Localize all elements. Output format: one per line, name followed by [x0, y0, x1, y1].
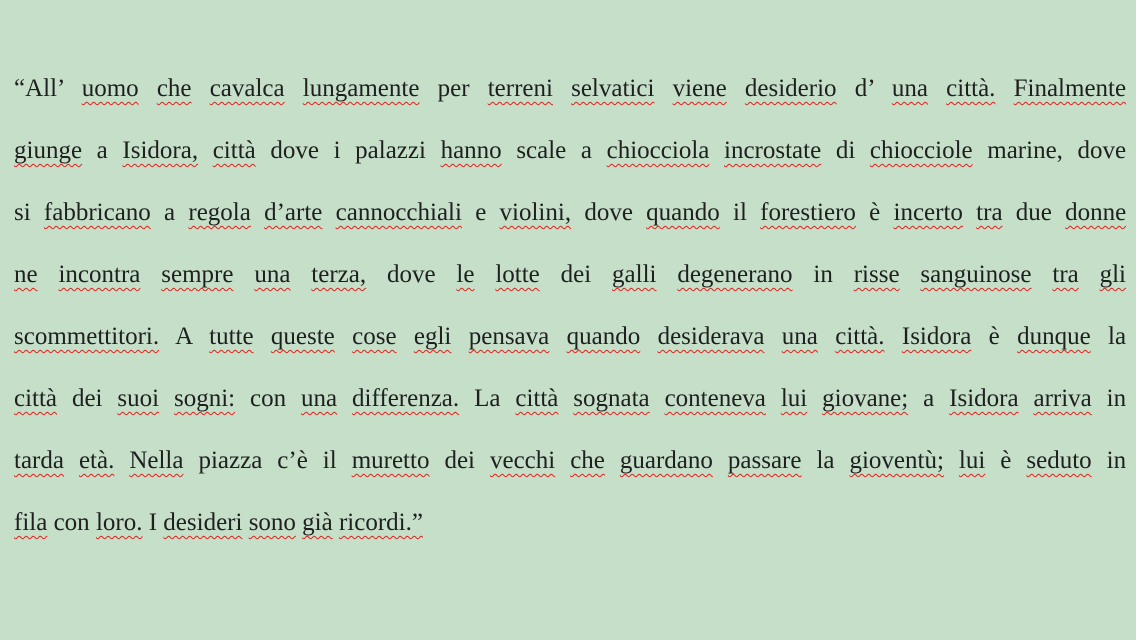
spellcheck-flagged-word: Isidora [901, 323, 972, 350]
word: e [475, 199, 487, 226]
word: due [1015, 199, 1052, 226]
spellcheck-flagged-word: chiocciola [606, 137, 710, 164]
spellcheck-flagged-word: fabbricano [43, 199, 151, 226]
spellcheck-flagged-word: quando [646, 199, 720, 226]
spellcheck-flagged-word: arriva [1033, 385, 1092, 412]
word: I [148, 509, 158, 536]
spellcheck-flagged-word: d’arte [264, 199, 323, 226]
word: la [816, 447, 835, 474]
word: a [96, 137, 108, 164]
word: è [988, 323, 1000, 350]
spellcheck-flagged-word: muretto [351, 447, 430, 474]
spellcheck-flagged-word: città [515, 385, 559, 412]
spellcheck-flagged-word: una [781, 323, 818, 350]
spellcheck-flagged-word: giunge [14, 137, 83, 164]
text-line [14, 368, 1126, 430]
spellcheck-flagged-word: terreni [487, 75, 553, 102]
spellcheck-flagged-word: sono [248, 509, 296, 536]
spellcheck-flagged-word: sanguinose [920, 261, 1032, 288]
word: dove [270, 137, 319, 164]
spellcheck-flagged-word: degenerano [677, 261, 793, 288]
spellcheck-flagged-word: sogni: [173, 385, 236, 412]
spellcheck-flagged-word: violini, [499, 199, 572, 226]
word: il [322, 447, 337, 474]
document-body [14, 58, 1126, 554]
spellcheck-flagged-word: lui [780, 385, 808, 412]
spellcheck-flagged-word: città [212, 137, 256, 164]
spellcheck-flagged-word: che [570, 447, 605, 474]
spellcheck-flagged-word: città. [835, 323, 885, 350]
spellcheck-flagged-word: che [156, 75, 192, 102]
word: la [1108, 323, 1126, 350]
text-line [14, 58, 1126, 120]
spellcheck-flagged-word: giovane; [822, 385, 909, 412]
spellcheck-flagged-word: regola [188, 199, 251, 226]
spellcheck-flagged-word: città. [946, 75, 996, 102]
word: è [869, 199, 881, 226]
spellcheck-flagged-word: incerto [893, 199, 963, 226]
word: a [923, 385, 935, 412]
spellcheck-flagged-word: risse [853, 261, 900, 288]
spellcheck-flagged-word: suoi [117, 385, 160, 412]
spellcheck-flagged-word: una [254, 261, 291, 288]
word: piazza [198, 447, 263, 474]
word: è [1000, 447, 1012, 474]
text-line [14, 306, 1126, 368]
spellcheck-flagged-word: tra [976, 199, 1003, 226]
spellcheck-flagged-word: cannocchiali [335, 199, 462, 226]
spellcheck-flagged-word: cavalca [209, 75, 285, 102]
word: dove [386, 261, 436, 288]
word: dei [560, 261, 592, 288]
word: a [580, 137, 593, 164]
spellcheck-flagged-word: le [456, 261, 475, 288]
spellcheck-flagged-word: incontra [58, 261, 141, 288]
spellcheck-flagged-word: terza, [311, 261, 367, 288]
spellcheck-flagged-word: ricordi.” [338, 509, 423, 536]
text-line [14, 120, 1126, 182]
word: dove [1077, 137, 1126, 164]
word: palazzi [355, 137, 426, 164]
spellcheck-flagged-word: uomo [81, 75, 139, 102]
word: i [333, 137, 341, 164]
word: si [14, 199, 31, 226]
text-line [14, 244, 1126, 306]
spellcheck-flagged-word: città [14, 385, 58, 412]
spellcheck-flagged-word: hanno [440, 137, 502, 164]
word: c’è [277, 447, 308, 474]
spellcheck-flagged-word: lungamente [302, 75, 420, 102]
spellcheck-flagged-word: gli [1099, 261, 1126, 288]
spellcheck-flagged-word: pensava [468, 323, 550, 350]
spellcheck-flagged-word: già [302, 509, 333, 536]
spellcheck-flagged-word: Isidora [949, 385, 1019, 412]
text-line [14, 492, 1126, 554]
word: il [733, 199, 747, 226]
spellcheck-flagged-word: egli [413, 323, 452, 350]
spellcheck-flagged-word: passare [727, 447, 802, 474]
spellcheck-flagged-word: forestiero [760, 199, 856, 226]
spellcheck-flagged-word: vecchi [489, 447, 556, 474]
spellcheck-flagged-word: gioventù; [849, 447, 944, 474]
spellcheck-flagged-word: sempre [161, 261, 234, 288]
spellcheck-flagged-word: fila [14, 509, 48, 536]
spellcheck-flagged-word: tarda [14, 447, 64, 474]
word: in [1106, 385, 1126, 412]
spellcheck-flagged-word: viene [672, 75, 727, 102]
text-line [14, 430, 1126, 492]
spellcheck-flagged-word: loro. [95, 509, 143, 536]
spellcheck-flagged-word: Finalmente [1013, 75, 1126, 102]
word: in [1106, 447, 1126, 474]
spellcheck-flagged-word: differenza. [352, 385, 460, 412]
text-line [14, 182, 1126, 244]
word: d’ [854, 75, 874, 102]
word: con [53, 509, 90, 536]
spellcheck-flagged-word: cose [352, 323, 397, 350]
spellcheck-flagged-word: desiderio [744, 75, 837, 102]
spellcheck-flagged-word: una [301, 385, 338, 412]
spellcheck-flagged-word: desideri [163, 509, 243, 536]
spellcheck-flagged-word: una [891, 75, 928, 102]
word: A [175, 323, 192, 350]
spellcheck-flagged-word: sognata [573, 385, 650, 412]
spellcheck-flagged-word: quando [566, 323, 641, 350]
word: dei [71, 385, 103, 412]
spellcheck-flagged-word: seduto [1026, 447, 1092, 474]
spellcheck-flagged-word: guardano [619, 447, 713, 474]
spellcheck-flagged-word: donne [1065, 199, 1126, 226]
spellcheck-flagged-word: lui [958, 447, 986, 474]
word: per [437, 75, 470, 102]
word: scale [516, 137, 567, 164]
spellcheck-flagged-word: ne [14, 261, 38, 288]
word: di [835, 137, 856, 164]
spellcheck-flagged-word: tra [1052, 261, 1079, 288]
spellcheck-flagged-word: conteneva [664, 385, 766, 412]
word: dei [444, 447, 475, 474]
spellcheck-flagged-word: dunque [1017, 323, 1091, 350]
spellcheck-flagged-word: Isidora, [122, 137, 199, 164]
word: dove [584, 199, 633, 226]
word: in [813, 261, 833, 288]
spellcheck-flagged-word: tutte [209, 323, 254, 350]
spellcheck-flagged-word: età. [78, 447, 115, 474]
spellcheck-flagged-word: desiderava [657, 323, 765, 350]
word: marine, [987, 137, 1063, 164]
word: La [474, 385, 501, 412]
spellcheck-flagged-word: galli [612, 261, 657, 288]
spellcheck-flagged-word: selvatici [571, 75, 655, 102]
word: a [164, 199, 176, 226]
spellcheck-flagged-word: lotte [495, 261, 540, 288]
spellcheck-flagged-word: scommettitori. [14, 323, 160, 350]
word: “All’ [14, 75, 64, 102]
spellcheck-flagged-word: Nella [129, 447, 184, 474]
spellcheck-flagged-word: incrostate [724, 137, 822, 164]
spellcheck-flagged-word: queste [270, 323, 335, 350]
word: con [250, 385, 287, 412]
spellcheck-flagged-word: chiocciole [869, 137, 973, 164]
